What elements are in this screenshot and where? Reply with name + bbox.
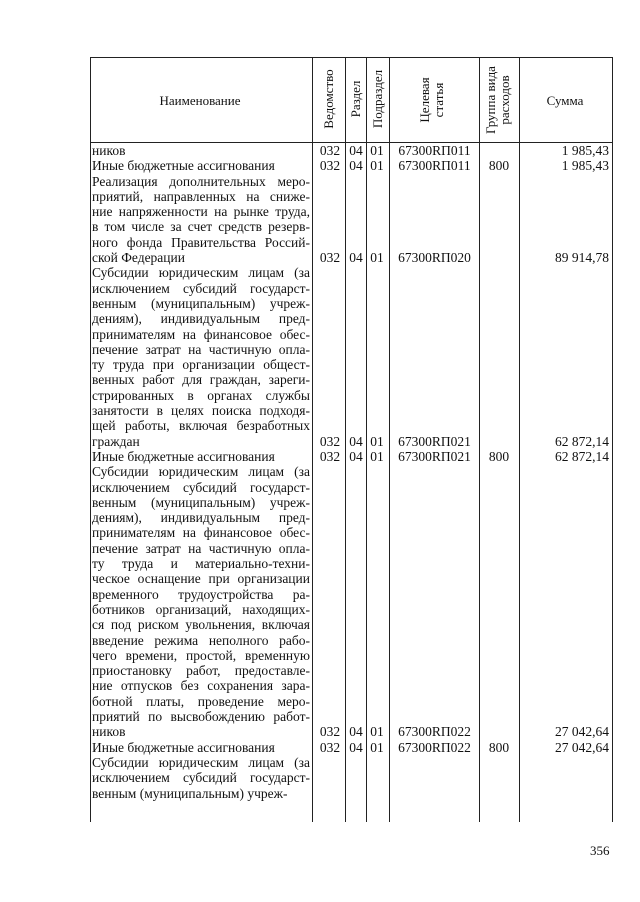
row-sum: 1 985,43 — [561, 158, 609, 174]
row-target: 67300RП020 — [398, 250, 471, 266]
row-target: 67300RП022 — [398, 739, 471, 755]
row-name — [92, 464, 310, 739]
row-sum: 62 872,14 — [555, 433, 609, 449]
row-name-line: печение затрат на частичную опла- — [92, 341, 310, 357]
row-name — [92, 449, 310, 464]
row-name-line: ние напряженности на рынке труда, — [92, 204, 310, 220]
row-name-line: Иные бюджетные ассигнования — [92, 449, 275, 464]
row-name-line: введение режима неполного рабо- — [92, 632, 310, 648]
row-name-line: венных работ для граждан, зареги- — [92, 372, 310, 388]
row-name — [92, 740, 310, 755]
row-name-line: Субсидии юридическим лицам (за — [92, 265, 310, 281]
row-sum: 1 985,43 — [561, 143, 609, 158]
row-dept: 032 — [319, 433, 341, 449]
row-name-line: в том числе за счет средств резерв- — [92, 219, 310, 235]
header-name: Наименование — [159, 93, 241, 108]
row-target: 67300RП011 — [398, 158, 471, 174]
row-group: 800 — [488, 449, 510, 464]
row-name-line: ного фонда Правительства Россий- — [92, 234, 310, 250]
header-target — [418, 55, 448, 145]
page-number: 356 — [590, 843, 610, 858]
column-border — [90, 57, 91, 822]
row-name-line: временного трудоустройства ра- — [92, 586, 310, 602]
row-section: 04 — [349, 143, 363, 158]
column-border — [612, 57, 613, 822]
row-name-line: ников — [92, 724, 126, 740]
row-dept: 032 — [319, 158, 341, 174]
row-name-line: печение затрат на частичную опла- — [92, 540, 310, 556]
row-name-line: ту труда при организации общест- — [92, 357, 310, 373]
row-name-line: Реализация дополнительных меро- — [92, 173, 310, 189]
row-subsection: 01 — [370, 739, 384, 755]
row-name-line: граждан — [92, 433, 140, 449]
row-name-line: ников — [92, 143, 126, 158]
row-name-line: Субсидии юридическим лицам (за — [92, 755, 310, 770]
row-name-line: Субсидии юридическим лицам (за — [92, 464, 310, 480]
row-sum: 27 042,64 — [555, 724, 609, 740]
row-name-line: щей работы, включая безработных — [92, 418, 310, 434]
row-name-line: принимателям на финансовое обес- — [92, 326, 310, 342]
header-subsection: Подраздел — [370, 69, 385, 129]
row-section: 04 — [349, 250, 363, 266]
row-subsection: 01 — [370, 158, 384, 174]
row-name-line: венным (муниципальным) учреж- — [92, 494, 310, 510]
header-group-line1: Группа вида — [483, 66, 498, 134]
row-name-line: принимателям на финансовое обес- — [92, 525, 310, 541]
row-name-line: дениям), индивидуальным пред- — [92, 311, 310, 327]
row-target: 67300RП021 — [398, 433, 471, 449]
header-target-line2: статья — [431, 82, 446, 118]
row-name-line: дениям), индивидуальным пред- — [92, 510, 310, 526]
row-name — [92, 143, 310, 158]
row-name-line: приятий, направленных на сниже- — [92, 188, 310, 204]
row-section: 04 — [349, 449, 363, 464]
header-sum: Сумма — [546, 93, 584, 108]
row-sum: 27 042,64 — [555, 739, 609, 755]
row-name-line: занятости в целях поиска подходя- — [92, 403, 310, 419]
row-name-line: ской Федерации — [92, 250, 185, 266]
row-name-line: ческое оснащение при организации — [92, 571, 310, 587]
row-group: 800 — [488, 158, 510, 174]
row-subsection: 01 — [370, 724, 384, 740]
row-name-line: венным (муниципальным) учреж- — [92, 295, 310, 311]
header-dept: Ведомство — [321, 69, 336, 129]
row-section: 04 — [349, 739, 363, 755]
row-name-line: венным (муниципальным) учреж- — [92, 785, 288, 801]
row-name-line: ту труда и материально-техни- — [92, 556, 310, 572]
column-border — [312, 57, 313, 822]
row-sum: 62 872,14 — [555, 449, 609, 464]
row-dept: 032 — [319, 724, 341, 740]
row-name — [92, 265, 310, 449]
row-name — [92, 755, 310, 801]
row-group: 800 — [488, 739, 510, 755]
header-target-line1: Целевая — [417, 77, 432, 123]
row-name-line: приостановку работ, предоставле- — [92, 663, 310, 679]
header-group — [484, 55, 514, 145]
row-name-line: исключением субсидий государст- — [92, 479, 310, 495]
row-name-line: приятий по высвобождению работ- — [92, 709, 310, 725]
header-group-line2: расходов — [497, 75, 512, 125]
row-name-line: исключением субсидий государст- — [92, 280, 310, 296]
row-dept: 032 — [319, 739, 341, 755]
row-subsection: 01 — [370, 250, 384, 266]
row-sum: 89 914,78 — [555, 250, 609, 266]
row-name-line: чего времени, простой, временную — [92, 647, 310, 663]
row-name-line: Иные бюджетные ассигнования — [92, 158, 275, 174]
row-dept: 032 — [319, 449, 341, 464]
row-section: 04 — [349, 724, 363, 740]
row-name-line: исключением субсидий государст- — [92, 770, 310, 786]
row-target: 67300RП022 — [398, 724, 471, 740]
row-section: 04 — [349, 158, 363, 174]
row-name-line: ботной платы, проведение меро- — [92, 693, 310, 709]
row-target: 67300RП021 — [398, 449, 471, 464]
row-name-line: Иные бюджетные ассигнования — [92, 739, 275, 755]
row-name-line: стрированных в органах службы — [92, 387, 310, 403]
row-name-line: ние отпусков без сохранения зара- — [92, 678, 310, 694]
row-subsection: 01 — [370, 143, 384, 158]
header-section: Раздел — [348, 80, 363, 118]
row-name — [92, 158, 310, 173]
row-name-line: ботников организаций, находящих- — [92, 601, 310, 617]
row-target: 67300RП011 — [398, 143, 471, 158]
row-section: 04 — [349, 433, 363, 449]
row-subsection: 01 — [370, 433, 384, 449]
row-name-line: ся под риском увольнения, включая — [92, 617, 310, 633]
row-name — [92, 174, 310, 266]
row-dept: 032 — [319, 143, 341, 158]
row-dept: 032 — [319, 250, 341, 266]
row-subsection: 01 — [370, 449, 384, 464]
